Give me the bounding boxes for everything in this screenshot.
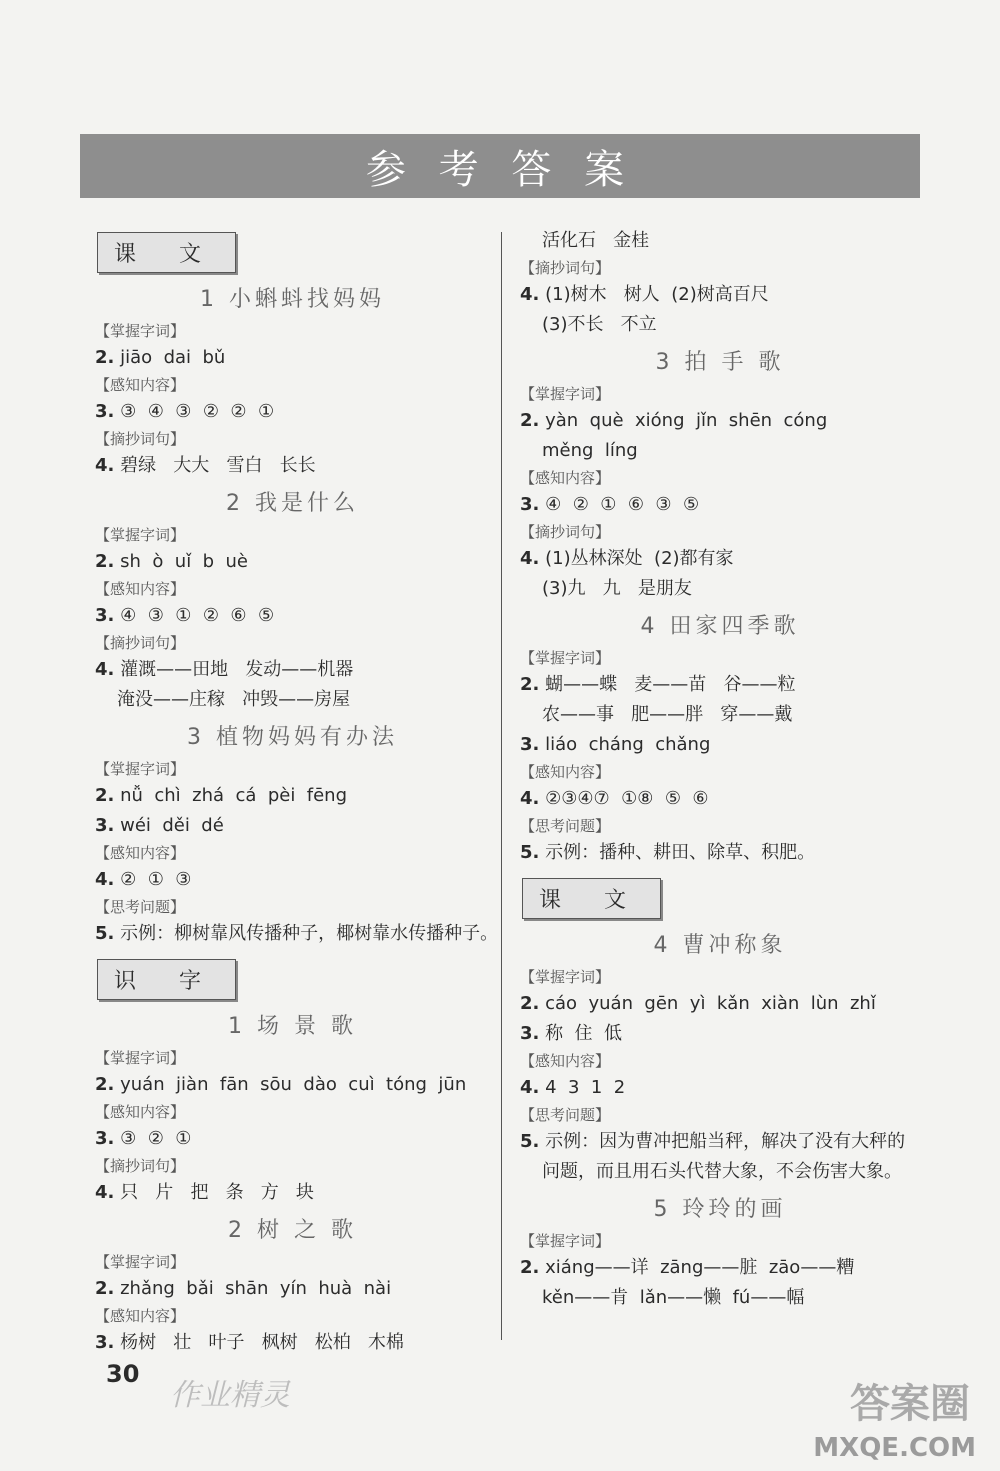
answer-line: 3. liáo cháng chǎng [520, 734, 711, 755]
category-tag: 【思考问题】 [95, 898, 186, 916]
answer-line: 3. 称 住 低 [520, 1023, 622, 1044]
section-tag: 课 文 [522, 878, 661, 919]
answer-line: 2. nǚ chì zhá cá pèi fēng [95, 785, 348, 806]
site-url: MXQE.COM [813, 1433, 976, 1463]
category-tag: 【掌握字词】 [95, 760, 186, 778]
category-tag: 【摘抄词句】 [520, 523, 611, 541]
category-tag: 【感知内容】 [95, 1103, 186, 1121]
page-title: 参 考 答 案 [80, 134, 920, 198]
category-tag: 【摘抄词句】 [95, 634, 186, 652]
answer-line: 3. ④ ② ① ⑥ ③ ⑤ [520, 494, 700, 515]
answer-line: 2. xiáng——详 zāng——脏 zāo——糟 [520, 1257, 855, 1278]
category-tag: 【感知内容】 [520, 1052, 611, 1070]
answer-line: 3. wéi děi dé [95, 815, 224, 836]
answer-line: 4. 碧绿 大大 雪白 长长 [95, 455, 316, 476]
category-tag: 【感知内容】 [95, 580, 186, 598]
category-tag: 【感知内容】 [520, 469, 611, 487]
stamp-logo: 答案圈 [850, 1381, 970, 1427]
category-tag: 【摘抄词句】 [95, 1157, 186, 1175]
answer-line: 3. ③ ② ① [95, 1128, 192, 1149]
answer-line: 2. yuán jiàn fān sōu dào cuì tóng jūn [95, 1074, 467, 1095]
category-tag: 【掌握字词】 [95, 1049, 186, 1067]
lesson-title: 2 我是什么 [226, 491, 359, 516]
right-column [520, 226, 920, 1313]
category-tag: 【掌握字词】 [95, 1253, 186, 1271]
answer-line: 2. cáo yuán gēn yì kǎn xiàn lùn zhǐ [520, 993, 876, 1014]
answer-line: měng líng [542, 440, 638, 461]
answer-line: 2. zhǎng bǎi shān yín huà nài [95, 1278, 392, 1299]
category-tag: 【摘抄词句】 [95, 430, 186, 448]
answer-line: 2. yàn què xióng jǐn shēn cóng [520, 410, 828, 431]
category-tag: 【感知内容】 [95, 1307, 186, 1325]
category-tag: 【感知内容】 [520, 763, 611, 781]
answer-line: 4. ②③④⑦ ①⑧ ⑤ ⑥ [520, 788, 709, 809]
answer-line: 4. (1)树木 树人 (2)树高百尺 [520, 284, 769, 305]
answer-line: 5. 示例：播种、耕田、除草、积肥。 [520, 842, 816, 863]
category-tag: 【感知内容】 [95, 376, 186, 394]
lesson-title: 3 植物妈妈有办法 [187, 725, 398, 750]
category-tag: 【掌握字词】 [520, 968, 611, 986]
answer-line: 4. 只 片 把 条 方 块 [95, 1182, 314, 1203]
lesson-title: 1 场 景 歌 [228, 1014, 357, 1039]
category-tag: 【掌握字词】 [520, 649, 611, 667]
answer-line: 问题，而且用石头代替大象，不会伤害大象。 [542, 1161, 902, 1182]
category-tag: 【摘抄词句】 [520, 259, 611, 277]
answer-line: 淹没——庄稼 冲毁——房屋 [117, 689, 351, 710]
answer-line: 4. ② ① ③ [95, 869, 192, 890]
lesson-title: 1 小蝌蚪找妈妈 [200, 287, 385, 312]
lesson-title: 5 玲玲的画 [653, 1197, 787, 1222]
section-tag: 识 字 [97, 959, 236, 1000]
answer-line: 3. 杨树 壮 叶子 枫树 松柏 木棉 [95, 1332, 404, 1353]
answer-line: (3)不长 不立 [542, 314, 657, 335]
column-divider [501, 232, 502, 1340]
answer-line: (3)九 九 是朋友 [542, 578, 692, 599]
answer-line: 5. 示例：柳树靠风传播种子，椰树靠水传播种子。 [95, 923, 499, 944]
answer-line: kěn——肯 lǎn——懒 fú——幅 [542, 1287, 805, 1308]
lesson-title: 4 曹冲称象 [653, 933, 787, 958]
watermark: 作业精灵 [170, 1378, 290, 1413]
answer-line: 活化石 金桂 [542, 230, 650, 251]
lesson-title: 4 田家四季歌 [640, 614, 800, 639]
answer-line: 3. ④ ③ ① ② ⑥ ⑤ [95, 605, 275, 626]
category-tag: 【掌握字词】 [520, 1232, 611, 1250]
category-tag: 【思考问题】 [520, 817, 611, 835]
category-tag: 【感知内容】 [95, 844, 186, 862]
category-tag: 【掌握字词】 [95, 526, 186, 544]
answer-line: 2. 蝴——蝶 麦——苗 谷——粒 [520, 674, 796, 695]
category-tag: 【掌握字词】 [520, 385, 611, 403]
answer-line: 4. (1)丛林深处 (2)都有家 [520, 548, 734, 569]
answer-line: 4. 4 3 1 2 [520, 1077, 626, 1098]
section-tag: 课 文 [97, 232, 236, 273]
answer-line: 4. 灌溉——田地 发动——机器 [95, 659, 354, 680]
answer-line: 3. ③ ④ ③ ② ② ① [95, 401, 275, 422]
answer-line: 2. sh ò uǐ b uè [95, 551, 248, 572]
answer-line: 5. 示例：因为曹冲把船当秤，解决了没有大秤的 [520, 1131, 906, 1152]
page-number: 30 [106, 1360, 140, 1388]
answer-line: 2. jiāo dai bǔ [95, 347, 226, 368]
lesson-title: 2 树 之 歌 [228, 1218, 357, 1243]
lesson-title: 3 拍 手 歌 [655, 350, 785, 375]
category-tag: 【思考问题】 [520, 1106, 611, 1124]
left-column [95, 228, 499, 1358]
category-tag: 【掌握字词】 [95, 322, 186, 340]
answer-line: 农——事 肥——胖 穿——戴 [542, 704, 793, 725]
